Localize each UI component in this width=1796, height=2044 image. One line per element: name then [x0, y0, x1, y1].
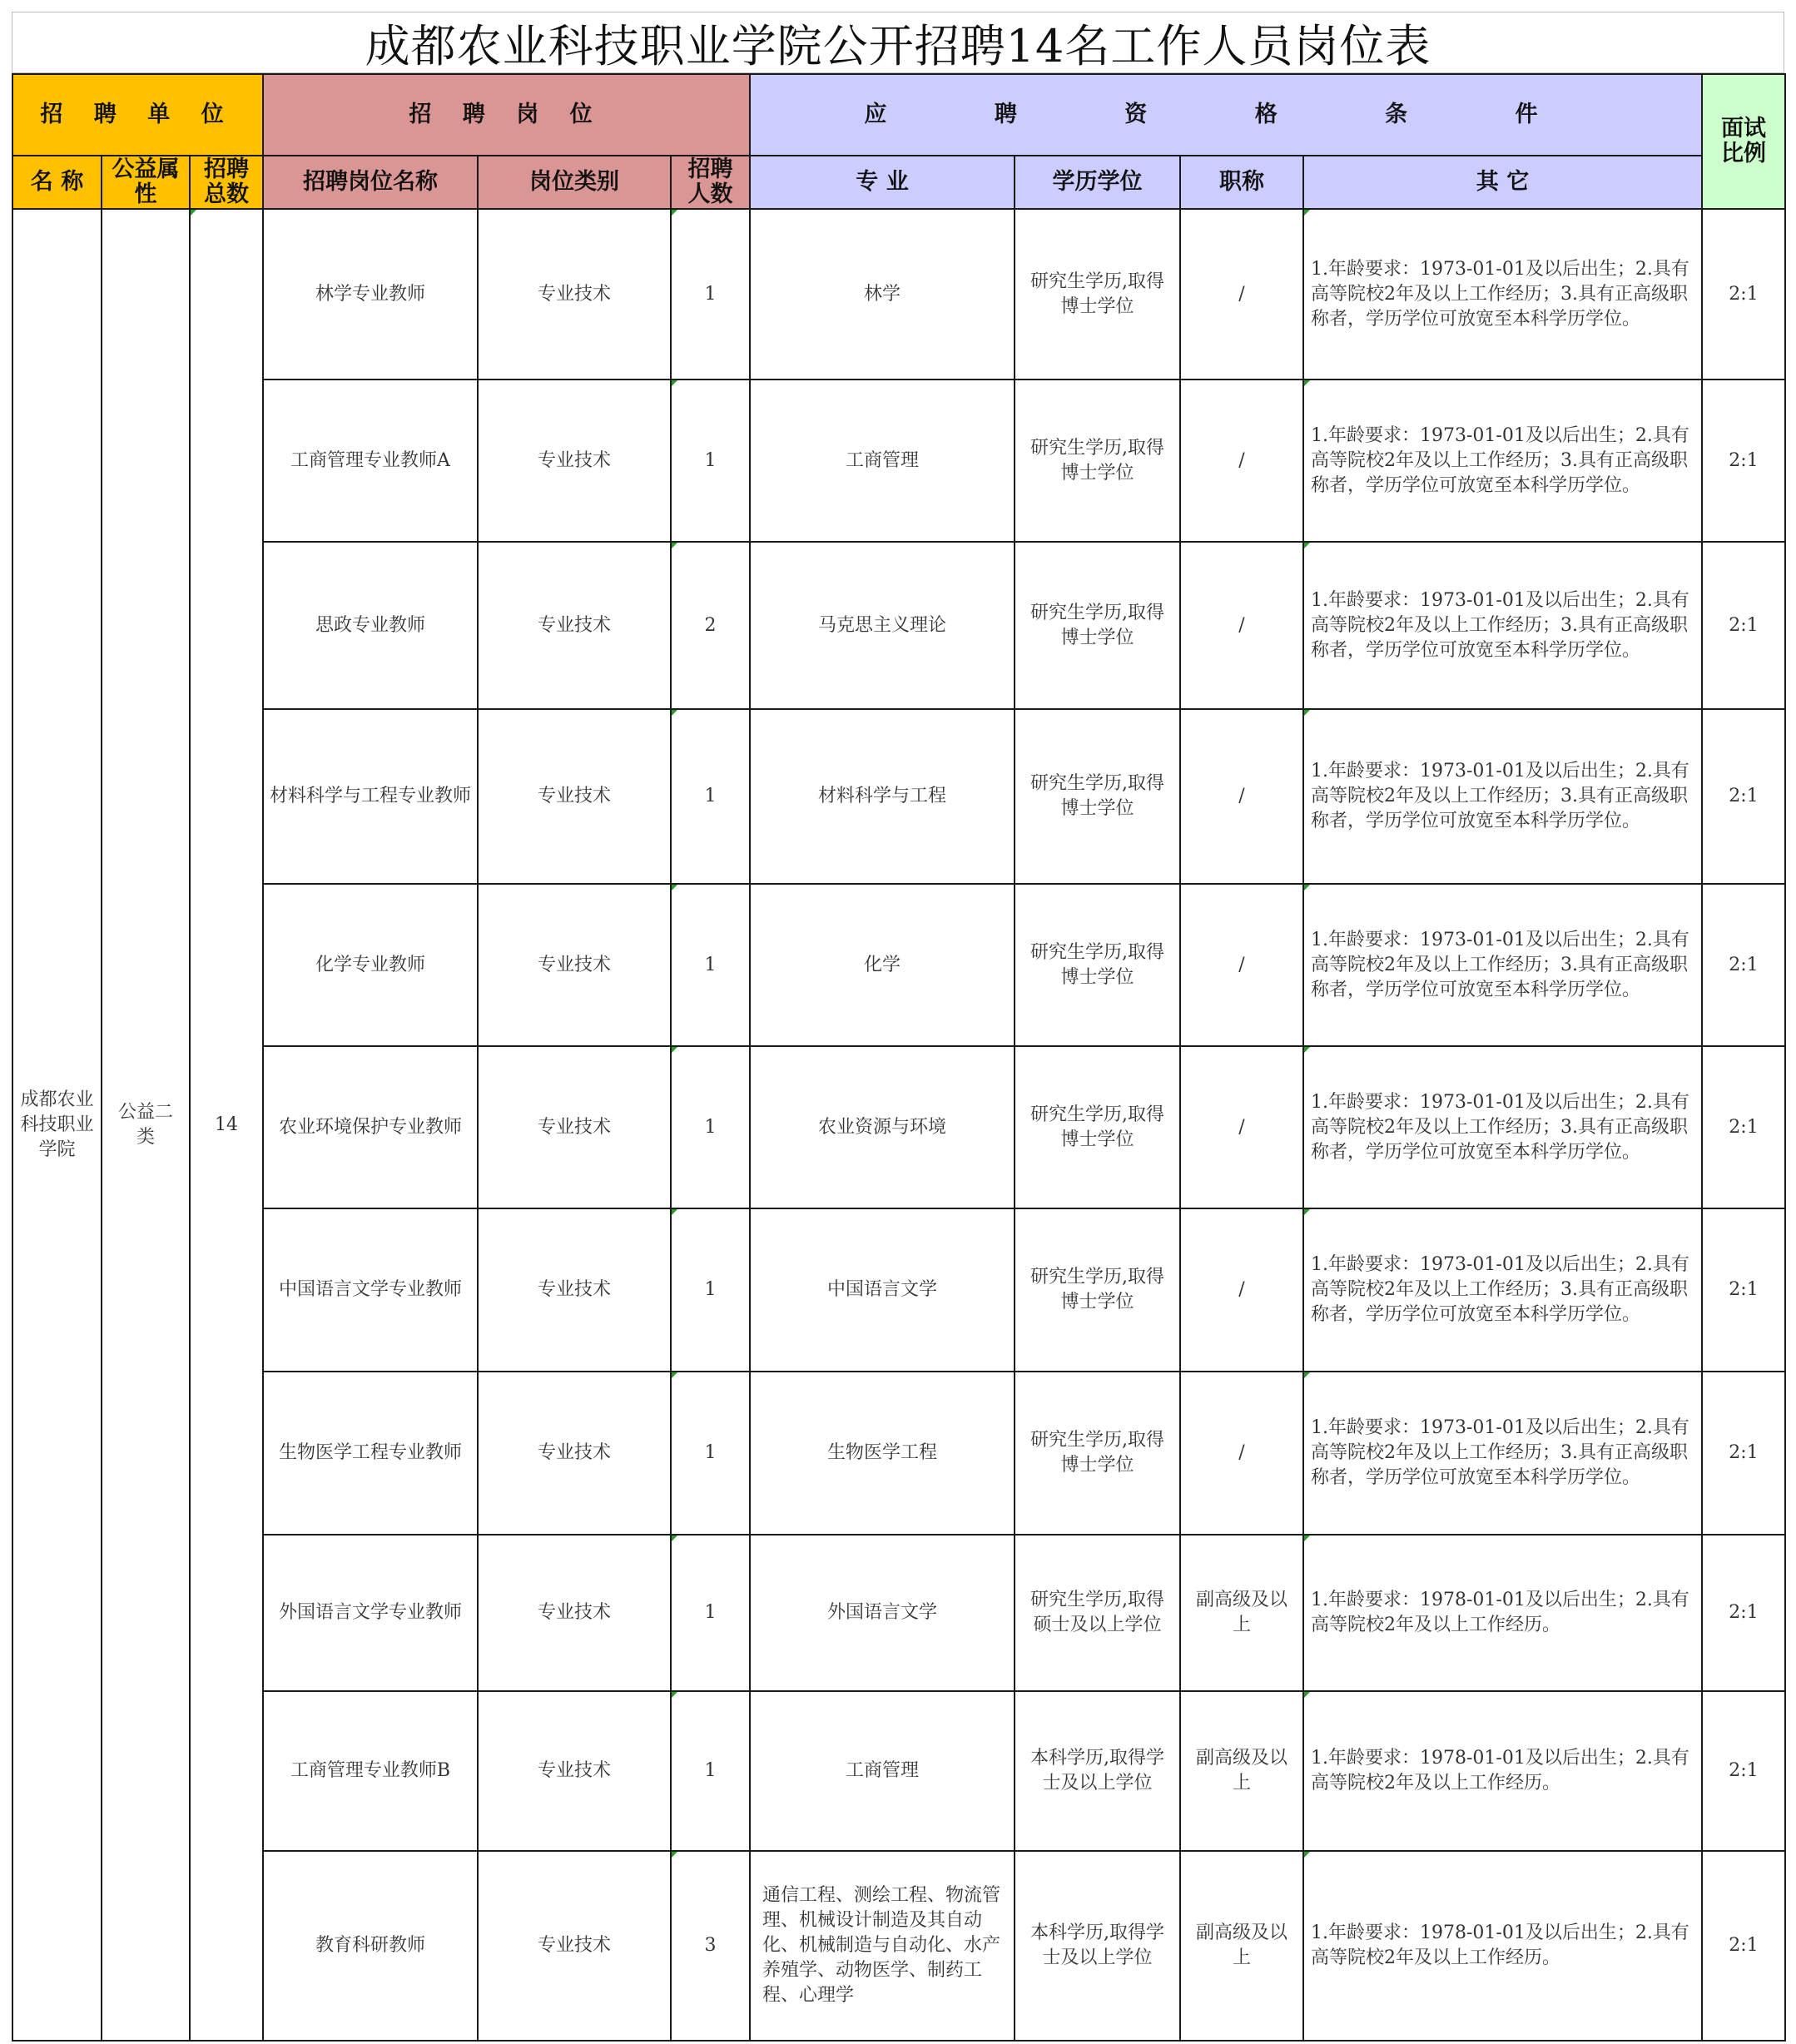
table-row [12, 1535, 1785, 1691]
table-row [12, 1691, 1785, 1851]
edu-cell: 本科学历,取得学士及以上学位 [1015, 1851, 1180, 2041]
post-name-cell: 外国语言文学专业教师 [263, 1535, 478, 1691]
ratio-cell: 2:1 [1702, 380, 1785, 542]
unit-name-header: 名 称 [12, 156, 102, 209]
qualification-group-header: 应 聘 资 格 条 件 [750, 74, 1702, 156]
post-count-cell: 1 [671, 1208, 750, 1372]
table-row [12, 884, 1785, 1046]
table-row [12, 209, 1785, 380]
post-name-cell: 中国语言文学专业教师 [263, 1208, 478, 1372]
post-name-cell: 思政专业教师 [263, 542, 478, 709]
other-cell: 1.年龄要求：1973-01-01及以后出生；2.具有高等院校2年及以上工作经历；3.具有正高级职称者，学历学位可放宽至本科学历学位。 [1303, 1372, 1702, 1535]
title-rank-cell: / [1180, 380, 1303, 542]
title-rank-cell: / [1180, 1372, 1303, 1535]
table-row [12, 542, 1785, 709]
major-cell: 农业资源与环境 [750, 1046, 1015, 1208]
table-row [12, 380, 1785, 542]
ratio-cell: 2:1 [1702, 542, 1785, 709]
edu-cell: 研究生学历,取得博士学位 [1015, 1372, 1180, 1535]
other-cell: 1.年龄要求：1973-01-01及以后出生；2.具有高等院校2年及以上工作经历；3.具有正高级职称者，学历学位可放宽至本科学历学位。 [1303, 380, 1702, 542]
major-cell: 工商管理 [750, 380, 1015, 542]
post-count-cell: 1 [671, 1535, 750, 1691]
title-rank-cell: 副高级及以上 [1180, 1691, 1303, 1851]
title-rank-cell: / [1180, 209, 1303, 380]
table-row [12, 1046, 1785, 1208]
post-count-cell: 1 [671, 1691, 750, 1851]
ratio-cell: 2:1 [1702, 1691, 1785, 1851]
ratio-cell: 2:1 [1702, 1535, 1785, 1691]
ratio-cell: 2:1 [1702, 709, 1785, 884]
post-name-cell: 林学专业教师 [263, 209, 478, 380]
table-row [12, 1372, 1785, 1535]
title-rank-cell: / [1180, 542, 1303, 709]
post-count-cell: 1 [671, 884, 750, 1046]
major-cell: 中国语言文学 [750, 1208, 1015, 1372]
post-name-cell: 生物医学工程专业教师 [263, 1372, 478, 1535]
post-name-cell: 材料科学与工程专业教师 [263, 709, 478, 884]
post-count-cell: 1 [671, 209, 750, 380]
other-header: 其 它 [1303, 156, 1702, 209]
header-column-row [12, 156, 1785, 209]
other-cell: 1.年龄要求：1973-01-01及以后出生；2.具有高等院校2年及以上工作经历；3.具有正高级职称者，学历学位可放宽至本科学历学位。 [1303, 884, 1702, 1046]
post-type-cell: 专业技术 [478, 709, 671, 884]
ratio-cell: 2:1 [1702, 1851, 1785, 2041]
major-cell: 林学 [750, 209, 1015, 380]
post-type-cell: 专业技术 [478, 884, 671, 1046]
spreadsheet [12, 12, 1784, 2042]
title-rank-cell: / [1180, 709, 1303, 884]
edu-cell: 研究生学历,取得博士学位 [1015, 884, 1180, 1046]
unit-total-cell: 14 [190, 209, 263, 2041]
unit-group-header: 招 聘 单 位 [12, 74, 263, 156]
unit-total-header: 招聘总数 [190, 156, 263, 209]
major-header: 专 业 [750, 156, 1015, 209]
ratio-cell: 2:1 [1702, 884, 1785, 1046]
ratio-cell: 2:1 [1702, 1208, 1785, 1372]
ratio-cell: 2:1 [1702, 209, 1785, 380]
post-type-header: 岗位类别 [478, 156, 671, 209]
major-cell: 材料科学与工程 [750, 709, 1015, 884]
other-cell: 1.年龄要求：1973-01-01及以后出生；2.具有高等院校2年及以上工作经历；3.具有正高级职称者，学历学位可放宽至本科学历学位。 [1303, 709, 1702, 884]
post-type-cell: 专业技术 [478, 1851, 671, 2041]
edu-cell: 研究生学历,取得博士学位 [1015, 380, 1180, 542]
post-type-cell: 专业技术 [478, 1046, 671, 1208]
other-cell: 1.年龄要求：1973-01-01及以后出生；2.具有高等院校2年及以上工作经历；3.具有正高级职称者，学历学位可放宽至本科学历学位。 [1303, 542, 1702, 709]
edu-cell: 研究生学历,取得博士学位 [1015, 209, 1180, 380]
post-type-cell: 专业技术 [478, 380, 671, 542]
post-name-cell: 农业环境保护专业教师 [263, 1046, 478, 1208]
title-rank-cell: / [1180, 884, 1303, 1046]
table-row [12, 709, 1785, 884]
header-group-row [12, 74, 1785, 156]
post-count-cell: 1 [671, 709, 750, 884]
unit-attr-header: 公益属性 [102, 156, 190, 209]
ratio-header: 面试比例 [1702, 74, 1785, 209]
post-count-cell: 3 [671, 1851, 750, 2041]
other-cell: 1.年龄要求：1978-01-01及以后出生；2.具有高等院校2年及以上工作经历。 [1303, 1691, 1702, 1851]
post-type-cell: 专业技术 [478, 1691, 671, 1851]
edu-header: 学历学位 [1015, 156, 1180, 209]
major-cell: 外国语言文学 [750, 1535, 1015, 1691]
other-cell: 1.年龄要求：1973-01-01及以后出生；2.具有高等院校2年及以上工作经历；3.具有正高级职称者，学历学位可放宽至本科学历学位。 [1303, 1046, 1702, 1208]
post-name-header: 招聘岗位名称 [263, 156, 478, 209]
other-cell: 1.年龄要求：1973-01-01及以后出生；2.具有高等院校2年及以上工作经历；3.具有正高级职称者，学历学位可放宽至本科学历学位。 [1303, 209, 1702, 380]
other-cell: 1.年龄要求：1978-01-01及以后出生；2.具有高等院校2年及以上工作经历。 [1303, 1535, 1702, 1691]
title-rank-header: 职称 [1180, 156, 1303, 209]
edu-cell: 研究生学历,取得博士学位 [1015, 542, 1180, 709]
title-rank-cell: / [1180, 1046, 1303, 1208]
edu-cell: 研究生学历,取得硕士及以上学位 [1015, 1535, 1180, 1691]
edu-cell: 本科学历,取得学士及以上学位 [1015, 1691, 1180, 1851]
table-row [12, 1208, 1785, 1372]
other-cell: 1.年龄要求：1973-01-01及以后出生；2.具有高等院校2年及以上工作经历；3.具有正高级职称者，学历学位可放宽至本科学历学位。 [1303, 1208, 1702, 1372]
unit-name-cell: 成都农业科技职业学院 [12, 209, 102, 2041]
major-cell: 化学 [750, 884, 1015, 1046]
post-name-cell: 化学专业教师 [263, 884, 478, 1046]
edu-cell: 研究生学历,取得博士学位 [1015, 1046, 1180, 1208]
post-count-cell: 1 [671, 1372, 750, 1535]
table-row [12, 1851, 1785, 2041]
post-count-cell: 1 [671, 380, 750, 542]
title-rank-cell: 副高级及以上 [1180, 1851, 1303, 2041]
post-name-cell: 工商管理专业教师A [263, 380, 478, 542]
table-body [12, 209, 1785, 2041]
post-type-cell: 专业技术 [478, 209, 671, 380]
post-group-header: 招 聘 岗 位 [263, 74, 750, 156]
post-type-cell: 专业技术 [478, 1208, 671, 1372]
edu-cell: 研究生学历,取得博士学位 [1015, 709, 1180, 884]
title-rank-cell: 副高级及以上 [1180, 1535, 1303, 1691]
recruitment-table [12, 73, 1786, 2042]
major-cell: 工商管理 [750, 1691, 1015, 1851]
post-count-cell: 2 [671, 542, 750, 709]
major-cell: 通信工程、测绘工程、物流管理、机械设计制造及其自动化、机械制造与自动化、水产养殖学、动物医学、制药工程、心理学 [750, 1851, 1015, 2041]
post-count-cell: 1 [671, 1046, 750, 1208]
ratio-cell: 2:1 [1702, 1046, 1785, 1208]
major-cell: 生物医学工程 [750, 1372, 1015, 1535]
post-type-cell: 专业技术 [478, 1535, 671, 1691]
post-name-cell: 教育科研教师 [263, 1851, 478, 2041]
post-count-header: 招聘人数 [671, 156, 750, 209]
major-cell: 马克思主义理论 [750, 542, 1015, 709]
edu-cell: 研究生学历,取得博士学位 [1015, 1208, 1180, 1372]
page-title: 成都农业科技职业学院公开招聘14名工作人员岗位表 [12, 12, 1784, 73]
other-cell: 1.年龄要求：1978-01-01及以后出生；2.具有高等院校2年及以上工作经历。 [1303, 1851, 1702, 2041]
ratio-cell: 2:1 [1702, 1372, 1785, 1535]
post-type-cell: 专业技术 [478, 542, 671, 709]
post-name-cell: 工商管理专业教师B [263, 1691, 478, 1851]
post-type-cell: 专业技术 [478, 1372, 671, 1535]
unit-attr-cell: 公益二类 [102, 209, 190, 2041]
title-rank-cell: / [1180, 1208, 1303, 1372]
